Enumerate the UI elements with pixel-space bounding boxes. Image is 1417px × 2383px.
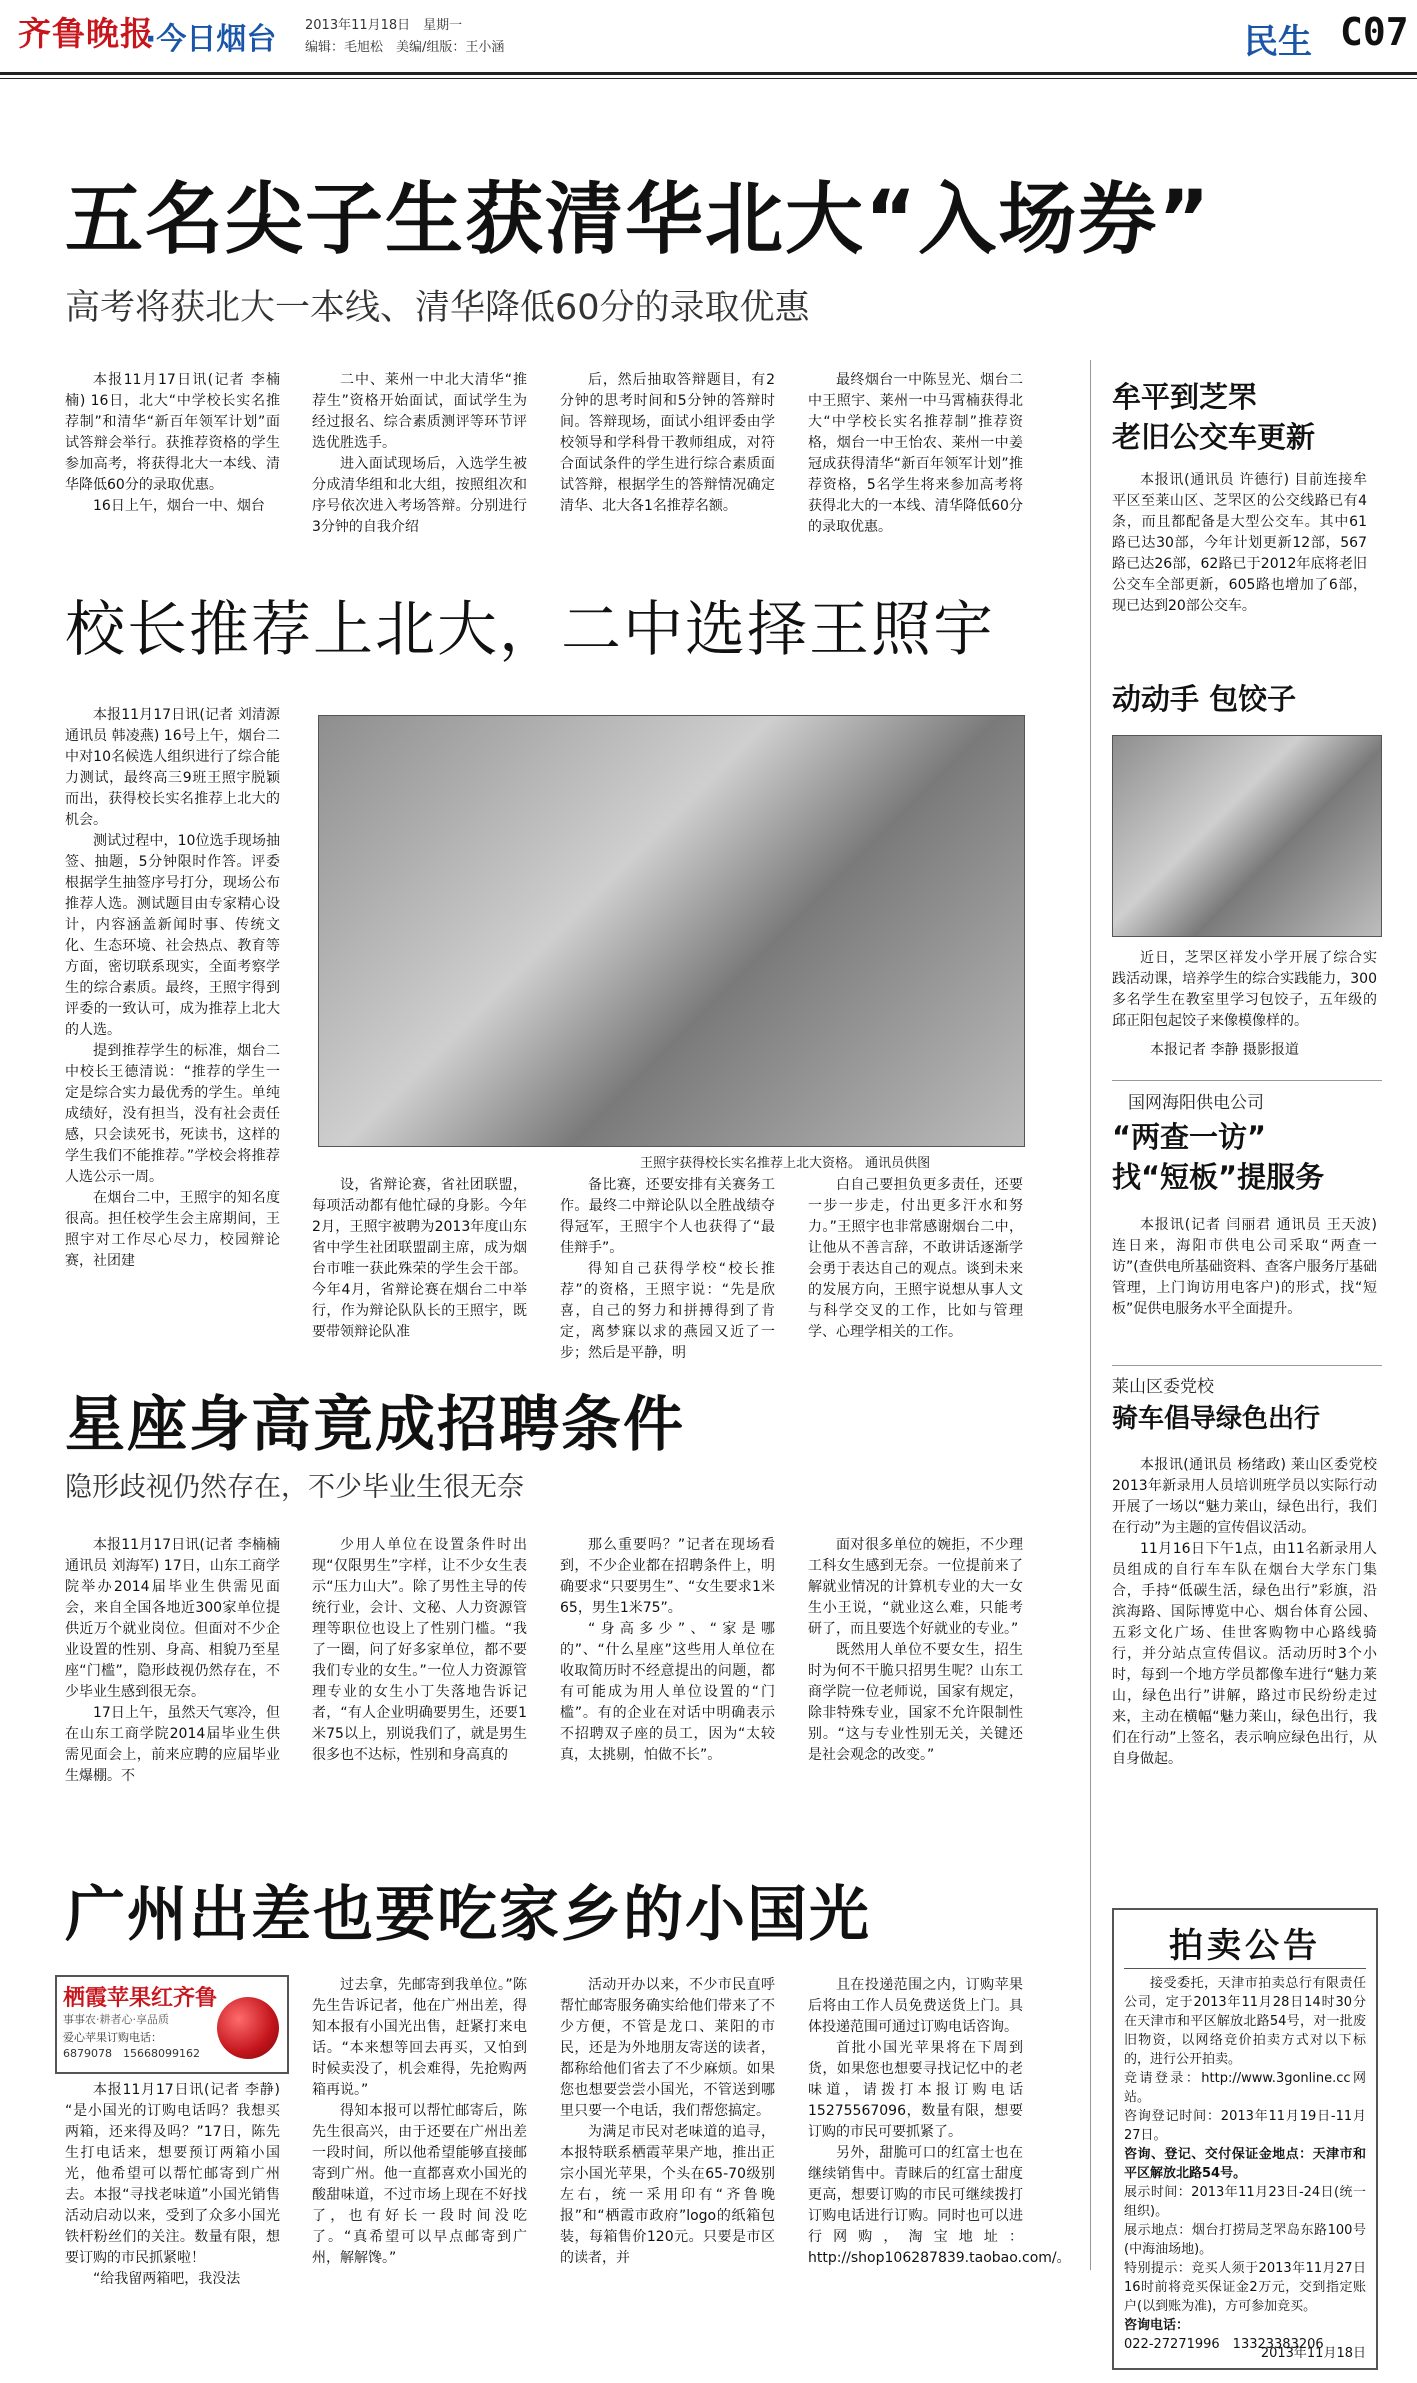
story3-col-3: 那么重要吗？”记者在现场看到，不少企业都在招聘条件上，明确要求“只要男生”、“女生要求1米65，男生1米75”。 “身高多少”、“家是哪的”、“什么星座”这些用人单位在收取简历时不经意提出的问题，都有可能成为用人单位设置的“门槛”。有的企业在对话中明确表示不招聘双子座的员工，因为“太较真，太挑剔，怕做不长”。 — [560, 1537, 775, 1763]
page-category: 民生 — [1244, 22, 1312, 62]
story2-headline: 校长推荐上北大，二中选择王照宇 — [65, 595, 995, 665]
story4-col-4: 且在投递范围之内，订购苹果后将由工作人员免费送货上门。具体投递范围可通过订购电话咨询。 首批小国光苹果将在下周到货，如果您也想要寻找记忆中的老味道，请拨打本报订购电话15275567096，数量有限，想要订购的市民可要抓紧了。 另外，甜脆可口的红富士也在继续销售中。青睐后的红富士甜度更高，想要订购的市民可继续拨打订购电话进行订购。同时也可以进行网购，淘宝地址：http://shop106287839.taobao.com/。 — [808, 1977, 1071, 2266]
side1-body: 本报讯(通讯员 许德行) 目前连接牟平区至莱山区、芝罘区的公交线路已有4条，而且都配备是大型公交车。其中61路已达30部，今年计划更新12部，567路已达26部，62路已于2012年底将老旧公交车全部更新，605路也增加了6部，现已达到20部公交车。 — [1112, 472, 1367, 614]
apple-ad — [55, 1975, 289, 2074]
masthead-rule-thin — [0, 78, 1417, 79]
auction-body: 接受委托，天津市拍卖总行有限责任公司，定于2013年11月28日14时30分在天津市和平区解放北路54号，对一批废旧物资，以网络竞价拍卖方式对以下标的，进行公开拍卖。 竞请登录：http://www.3gonline.cc网站。 咨询登记时间：2013年11月19日-11月27日。 咨询、登记、交付保证金地点：天津市和平区解放北路54号。 展示时间：2013年11月23日-24日(统一组织)。 展示地点：烟台打捞局芝罘岛东路100号(中海油场地)。 特别提示：竞买人须于2013年11月27日16时前将竞买保证金2万元，交到指定账户(以到账为准)，方可参加竞买。 咨询电话： 022-27271996 13323383206 — [1124, 1976, 1366, 2352]
side2-credit: 本报记者 李静 摄影报道 — [1150, 1042, 1299, 1058]
date-line: 2013年11月18日 星期一 — [305, 18, 463, 33]
editors-line: 编辑：毛旭松 美编/组版：王小涵 — [305, 40, 505, 55]
side3-headline-2: 找“短板”提服务 — [1112, 1160, 1325, 1194]
side3-kicker: 国网海阳供电公司 — [1128, 1093, 1264, 1113]
side3-headline-1: “两查一访” — [1112, 1120, 1267, 1154]
story4-col-3: 活动开办以来，不少市民直呼帮忙邮寄服务确实给他们带来了不少方便，不管是龙口、莱阳的市民，还是为外地朋友寄送的读者，都称给他们省去了不少麻烦。如果您也想要尝尝小国光，不管送到哪里只要一个电话，我们帮您搞定。 为满足市民对老味道的追寻，本报特联系栖霞苹果产地，推出正宗小国光苹果，个头在65-70级别左右，统一采用印有“齐鲁晚报”和“栖霞市政府”logo的纸箱包装，每箱售价120元。只要是市区的读者，并 — [560, 1977, 775, 2266]
side3-rule — [1112, 1080, 1382, 1081]
lead-col-2: 二中、莱州一中北大清华“推荐生”资格开始面试，面试学生为经过报名、综合素质测评等环节评选优胜选手。 进入面试现场后，入选学生被分成清华组和北大组，按照组次和序号依次进入考场答辩。分别进行3分钟的自我介绍 — [312, 372, 527, 535]
apple-ad-line2: 6879078 15668099162 — [63, 2047, 200, 2060]
story2-photo — [318, 715, 1025, 1147]
side4-body: 本报讯(通讯员 杨绪政) 莱山区委党校2013年新录用人员培训班学员以实际行动开展了一场以“魅力莱山，绿色出行，我们在行动”为主题的宣传倡议活动。 11月16日下午1点，由11名新录用人员组成的自行车车队在烟台大学东门集合，手持“低碳生活，绿色出行”彩旗，沿滨海路、国际博览中心、烟台体育公园、五彩文化广场、佳世客购物中心路线骑行，并分站点宣传倡议。活动历时3个小时，每到一个地方学员都像车进行“魅力莱山，绿色出行”讲解，路过市民纷纷走过来，主动在横幅“魅力莱山，绿色出行，我们在行动”上签名，表示响应绿色出行，从自身做起。 — [1112, 1457, 1377, 1767]
side2-body: 近日，芝罘区祥发小学开展了综合实践活动课，培养学生的综合实践能力，300多名学生在教室里学习包饺子，五年级的邱正阳包起饺子来像模像样的。 — [1112, 950, 1377, 1029]
side4-headline: 骑车倡导绿色出行 — [1112, 1404, 1321, 1434]
lead-subhead: 高考将获北大一本线、清华降低60分的录取优惠 — [65, 288, 810, 328]
side1-headline-1: 牟平到芝罘 — [1112, 380, 1258, 414]
lead-headline: 五名尖子生获清华北大“入场券” — [65, 175, 1212, 265]
side1-headline-2: 老旧公交车更新 — [1112, 420, 1316, 454]
auction-title-rule — [1124, 1968, 1366, 1969]
side4-kicker: 莱山区委党校 — [1112, 1377, 1214, 1397]
story2-col-4: 白自己要担负更多责任，还要一步一步走，付出更多汗水和努力。”王照宇也非常感谢烟台二中，让他从不善言辞，不敢讲话逐渐学会勇于表达自己的观点。谈到未来的发展方向，王照宇说想从事人文与科学交叉的工作，比如与管理学、心理学相关的工作。 — [808, 1177, 1023, 1340]
story4-col-1: 本报11月17日讯(记者 李静) “是小国光的订购电话吗？我想买两箱，还来得及吗？”17日，陈先生打电话来，想要预订两箱小国光，他希望可以帮忙邮寄到广州去。本报“寻找老味道”小国光销售活动启动以来，受到了众多小国光铁杆粉丝们的关注。数量有限，想要订购的市民抓紧啦！ “给我留两箱吧，我没法 — [65, 2082, 280, 2287]
section-name: ·今日烟台 — [145, 22, 277, 57]
story3-col-1: 本报11月17日讯(记者 李楠楠 通讯员 刘海军) 17日，山东工商学院举办2014届毕业生供需见面会，来自全国各地近300家单位提供近万个就业岗位。但面对不少企业设置的性别、身高、相貌乃至星座“门槛”，隐形歧视仍然存在，不少毕业生感到很无奈。 17日上午，虽然天气寒冷，但在山东工商学院2014届毕业生供需见面会上，前来应聘的应届毕业生爆棚。不 — [65, 1537, 280, 1784]
story4-headline: 广州出差也要吃家乡的小国光 — [65, 1880, 871, 1950]
story3-subhead: 隐形歧视仍然存在，不少毕业生很无奈 — [65, 1472, 524, 1503]
auction-date: 2013年11月18日 — [1260, 2346, 1366, 2361]
apple-icon — [217, 1997, 279, 2059]
apple-ad-sub: 事事农·耕者心·享品质 — [63, 2013, 169, 2026]
lead-col-4: 最终烟台一中陈昱光、烟台二中王照宇、莱州一中马霄楠获得北大“中学校长实名推荐制”推荐资格，烟台一中王怡农、莱州一中姜冠成获得清华“新百年领军计划”推荐资格，5名学生将来参加高考将获得北大的一本线、清华降低60分的录取优惠。 — [808, 372, 1023, 535]
story3-col-4: 面对很多单位的婉拒，不少理工科女生感到无奈。一位提前来了解就业情况的计算机专业的大一女生小王说，“就业这么难，只能考研了，而且要选个好就业的专业。” 既然用人单位不要女生，招生时为何不干脆只招男生呢？山东工商学院一位老师说，国家有规定，除非特殊专业，国家不允许限制性别。“这与专业性别无关，关键还是社会观念的改变。” — [808, 1537, 1023, 1763]
side2-headline: 动动手 包饺子 — [1112, 682, 1297, 716]
story2-col-1: 本报11月17日讯(记者 刘清源 通讯员 韩凌燕) 16号上午，烟台二中对10名候选人组织进行了综合能力测试，最终高三9班王照宇脱颖而出，获得校长实名推荐上北大的机会。 测试过程中，10位选手现场抽签、抽题，5分钟限时作答。评委根据学生抽签序号打分，现场公布推荐人选。测试题目由专家精心设计，内容涵盖新闻时事、传统文化、生态环境、社会热点、教育等方面，密切联系现实，全面考察学生的综合素质。最终，王照宇得到评委的一致认可，成为推荐上北大的人选。 提到推荐学生的标准，烟台二中校长王德清说：“推荐的学生一定是综合实力最优秀的学生。单纯成绩好，没有担当，没有社会责任感，只会读死书，死读书，这样的学生我们不能推荐。”学校会将推荐人选公示一周。 在烟台二中，王照宇的知名度很高。担任校学生会主席期间，王照宇对工作尽心尽力，校园辩论赛，社团建 — [65, 707, 280, 1269]
lead-col-3: 后，然后抽取答辩题目，有2分钟的思考时间和5分钟的答辩时间。答辩现场，面试小组评委由学校领导和学科骨干教师组成，对符合面试条件的学生进行综合素质面试答辩，根据学生的答辩情况确定清华、北大各1名推荐名额。 — [560, 372, 775, 514]
side4-rule — [1112, 1365, 1382, 1366]
lead-col-1: 本报11月17日讯(记者 李楠楠) 16日，北大“中学校长实名推荐制”和清华“新百年领军计划”面试答辩会举行。获推荐资格的学生参加高考，将获得北大一本线、清华降低60分的录取优惠。 16日上午，烟台一中、烟台 — [65, 372, 280, 514]
masthead-rule — [0, 72, 1417, 75]
story2-caption: 王照宇获得校长实名推荐上北大资格。 通讯员供图 — [640, 1156, 931, 1171]
story2-col-3: 备比赛，还要安排有关赛务工作。最终二中辩论队以全胜战绩夺得冠军，王照宇个人也获得了“最佳辩手”。 得知自己获得学校“校长推荐”的资格，王照宇说：“先是欣喜，自己的努力和拼搏得到了肯定，离梦寐以求的燕园又近了一步；然后是平静，明 — [560, 1177, 775, 1361]
story4-col-2: 过去拿，先邮寄到我单位。”陈先生告诉记者，他在广州出差，得知本报有小国光出售，赶紧打来电话。“本来想等回去再买，又怕到时候卖没了，机会难得，先抢购两箱再说。” 得知本报可以帮忙邮寄后，陈先生很高兴，由于还要在广州出差一段时间，所以他希望能够直接邮寄到广州。他一直都喜欢小国光的酸甜味道，不过市场上现在不好找了，也有好长一段时间没吃了。“真希望可以早点邮寄到广州，解解馋。” — [312, 1977, 527, 2266]
sidebar-divider — [1090, 360, 1091, 2270]
auction-title: 拍卖公告 — [1169, 1926, 1321, 1966]
auction-notice — [1112, 1908, 1378, 2370]
story3-col-2: 少用人单位在设置条件时出现“仅限男生”字样，让不少女生表示“压力山大”。除了男性主导的传统行业，会计、文秘、人力资源管理等职位也设上了性别门槛。“我了一圈，问了好多家单位，都不要我们专业的女生。”一位人力资源管理专业的女生小丁失落地告诉记者，“有人企业明确要男生，还要1米75以上，别说我们了，就是男生很多也不达标，性别和身高真的 — [312, 1537, 527, 1763]
side3-body: 本报讯(记者 闫丽君 通讯员 王天波) 连日来，海阳市供电公司采取“两查一访”(查供电所基础资料、查客户服务厅基础管理，上门询访用电客户)的形式，找“短板”促供电服务水平全面提升。 — [1112, 1217, 1377, 1317]
story3-headline: 星座身高竟成招聘条件 — [65, 1390, 685, 1460]
page-number: C07 — [1340, 10, 1409, 54]
side2-photo — [1112, 735, 1382, 937]
story2-col-2: 设，省辩论赛，省社团联盟，每项活动都有他忙碌的身影。今年2月，王照宇被聘为2013年度山东省中学生社团联盟副主席，成为烟台市唯一获此殊荣的学生会干部。今年4月，省辩论赛在烟台二中举行，作为辩论队队长的王照宇，既要带领辩论队准 — [312, 1177, 527, 1340]
paper-logo: 齐鲁晚报 — [18, 14, 154, 53]
apple-ad-line1: 爱心苹果订购电话： — [63, 2031, 162, 2044]
apple-ad-title: 栖霞苹果红齐鲁 — [63, 1986, 218, 2011]
